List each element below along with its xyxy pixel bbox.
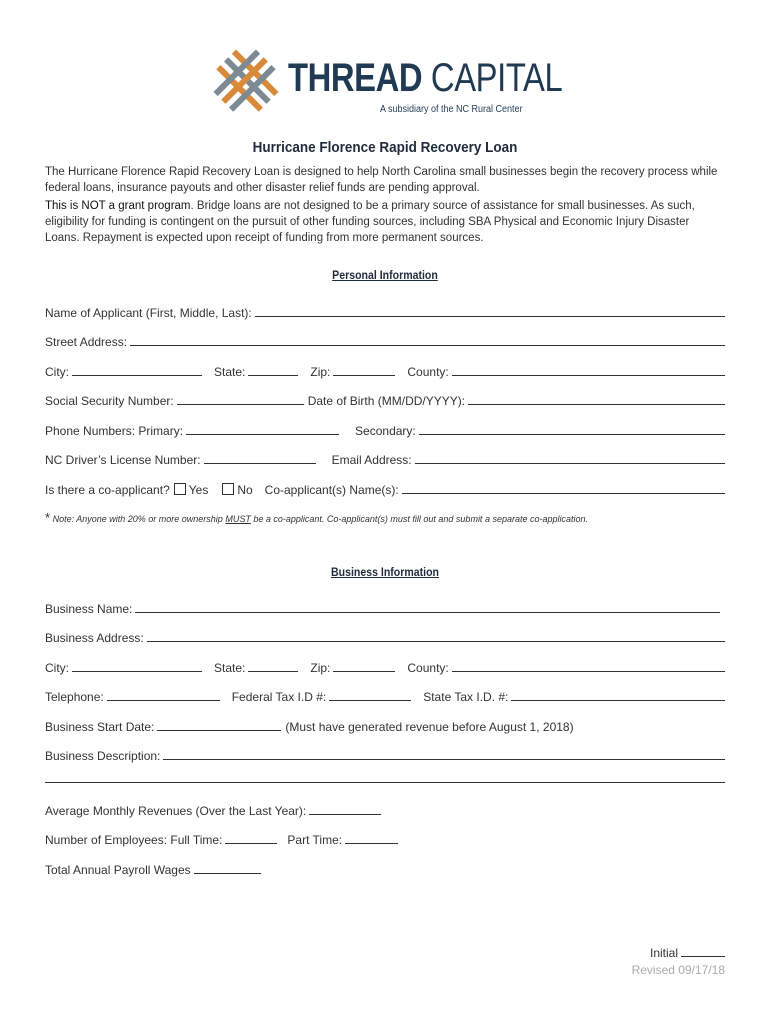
- state-tax-label: State Tax I.D. #:: [423, 690, 509, 704]
- note-text-a: Note: Anyone with 20% or more ownership: [50, 514, 226, 524]
- business-address-row: [45, 627, 725, 645]
- phone-secondary-field[interactable]: [419, 434, 725, 435]
- email-field[interactable]: [415, 463, 725, 464]
- description-label: Business Description:: [45, 749, 161, 763]
- brand-name: [288, 58, 562, 98]
- start-date-field[interactable]: [157, 730, 281, 731]
- street-address-row: [45, 331, 725, 349]
- payroll-field[interactable]: [194, 873, 261, 874]
- brand-bold: THREAD: [288, 56, 423, 100]
- not-grant-text: This is NOT a grant program: [45, 200, 191, 212]
- initial-label: Initial: [649, 946, 678, 960]
- brand-light: CAPITAL: [430, 56, 563, 100]
- employees-row: [45, 829, 725, 847]
- phone-secondary-label: Secondary:: [355, 424, 416, 438]
- phone-primary-field[interactable]: [186, 434, 339, 435]
- thread-logo-icon: [210, 46, 282, 118]
- business-address-field[interactable]: [147, 641, 725, 642]
- coapplicant-no-checkbox[interactable]: [222, 483, 234, 495]
- payroll-row: [45, 859, 725, 877]
- note-star: *: [45, 510, 51, 525]
- zip-label: Zip:: [310, 365, 331, 379]
- email-label: Email Address:: [331, 453, 412, 467]
- part-time-field[interactable]: [345, 843, 398, 844]
- license-field[interactable]: [204, 463, 316, 464]
- ssn-field[interactable]: [177, 404, 304, 405]
- business-zip-field[interactable]: [333, 671, 395, 672]
- business-county-field[interactable]: [452, 671, 725, 672]
- description-field-line-2[interactable]: [45, 782, 725, 783]
- coapplicant-note: [45, 510, 588, 525]
- business-state-label: State:: [214, 661, 246, 675]
- city-field[interactable]: [72, 375, 202, 376]
- part-time-label: Part Time:: [287, 833, 343, 847]
- initial-field[interactable]: [681, 956, 725, 957]
- applicant-name-field[interactable]: [255, 316, 725, 317]
- telephone-label: Telephone:: [45, 690, 104, 704]
- coapplicant-yes-checkbox[interactable]: [174, 483, 186, 495]
- start-date-row: [45, 716, 725, 734]
- federal-tax-label: Federal Tax I.D #:: [231, 690, 327, 704]
- zip-field[interactable]: [333, 375, 395, 376]
- brand-subtitle: A subsidiary of the NC Rural Center: [380, 104, 523, 115]
- coapplicant-yes-label: Yes: [188, 483, 209, 497]
- license-label: NC Driver’s License Number:: [45, 453, 201, 467]
- coapplicant-row: [45, 479, 725, 497]
- city-state-row: [45, 361, 725, 379]
- start-date-label: Business Start Date:: [45, 720, 155, 734]
- business-address-label: Business Address:: [45, 631, 144, 645]
- dob-field[interactable]: [468, 404, 725, 405]
- business-name-label: Business Name:: [45, 602, 133, 616]
- full-time-label: Number of Employees: Full Time:: [45, 833, 223, 847]
- business-name-field[interactable]: [135, 612, 720, 613]
- business-county-label: County:: [407, 661, 449, 675]
- county-label: County:: [407, 365, 449, 379]
- coapplicant-names-field[interactable]: [402, 493, 725, 494]
- intro-paragraph-1: The Hurricane Florence Rapid Recovery Loan is designed to help North Carolina small businesses begin the recovery process while federal loans, insurance payouts and other disaster relief funds are pending approval.: [45, 166, 718, 194]
- business-state-field[interactable]: [248, 671, 298, 672]
- business-city-field[interactable]: [72, 671, 202, 672]
- applicant-name-label: Name of Applicant (First, Middle, Last):: [45, 306, 252, 320]
- state-label: State:: [214, 365, 246, 379]
- ssn-dob-row: [45, 390, 725, 408]
- start-date-note: (Must have generated revenue before August 1, 2018): [285, 720, 574, 734]
- business-city-label: City:: [45, 661, 69, 675]
- revised-date: Revised 09/17/18: [631, 963, 725, 977]
- business-info-heading: Business Information: [331, 565, 439, 579]
- full-time-field[interactable]: [225, 843, 277, 844]
- license-email-row: [45, 449, 725, 467]
- state-field[interactable]: [248, 375, 298, 376]
- business-zip-label: Zip:: [310, 661, 331, 675]
- avg-revenue-field[interactable]: [309, 814, 381, 815]
- payroll-label: Total Annual Payroll Wages: [45, 863, 191, 877]
- page-title: Hurricane Florence Rapid Recovery Loan: [252, 139, 518, 156]
- ssn-label: Social Security Number:: [45, 394, 174, 408]
- phone-primary-label: Phone Numbers: Primary:: [45, 424, 184, 438]
- note-text-b: be a co-applicant. Co-applicant(s) must fill out and submit a separate co-application.: [250, 514, 589, 524]
- coapplicant-question: Is there a co-applicant?: [45, 483, 170, 497]
- coapplicant-no-label: No: [237, 483, 253, 497]
- applicant-name-row: [45, 302, 725, 320]
- note-must: MUST: [225, 514, 251, 524]
- business-name-row: [45, 598, 725, 616]
- intro-paragraph-2: [45, 198, 725, 246]
- federal-tax-field[interactable]: [329, 700, 411, 701]
- description-field[interactable]: [163, 759, 725, 760]
- avg-revenue-label: Average Monthly Revenues (Over the Last Year):: [45, 804, 307, 818]
- coapplicant-names-label: Co-applicant(s) Name(s):: [264, 483, 399, 497]
- description-row: [45, 745, 725, 763]
- thread-capital-logo: [210, 46, 570, 120]
- street-address-field[interactable]: [130, 345, 725, 346]
- phone-row: [45, 420, 725, 438]
- street-address-label: Street Address:: [45, 335, 128, 349]
- county-field[interactable]: [452, 375, 725, 376]
- avg-revenue-row: [45, 800, 725, 818]
- business-city-row: [45, 657, 725, 675]
- dob-label: Date of Birth (MM/DD/YYYY):: [307, 394, 466, 408]
- business-tax-row: [45, 686, 725, 704]
- city-label: City:: [45, 365, 69, 379]
- state-tax-field[interactable]: [511, 700, 725, 701]
- personal-info-heading: Personal Information: [332, 268, 438, 282]
- telephone-field[interactable]: [107, 700, 220, 701]
- intro-paragraph-2-rest: . Bridge loans are not designed to be a primary source of assistance for small businesses. As such, eligibility for funding is contingent on the pursuit of other funding sources, including SBA Physical and Economic Injury Disaster Loans. Repayment is expected upon receipt of funding from more permanent sources.: [45, 200, 695, 244]
- initial-row: [650, 946, 725, 960]
